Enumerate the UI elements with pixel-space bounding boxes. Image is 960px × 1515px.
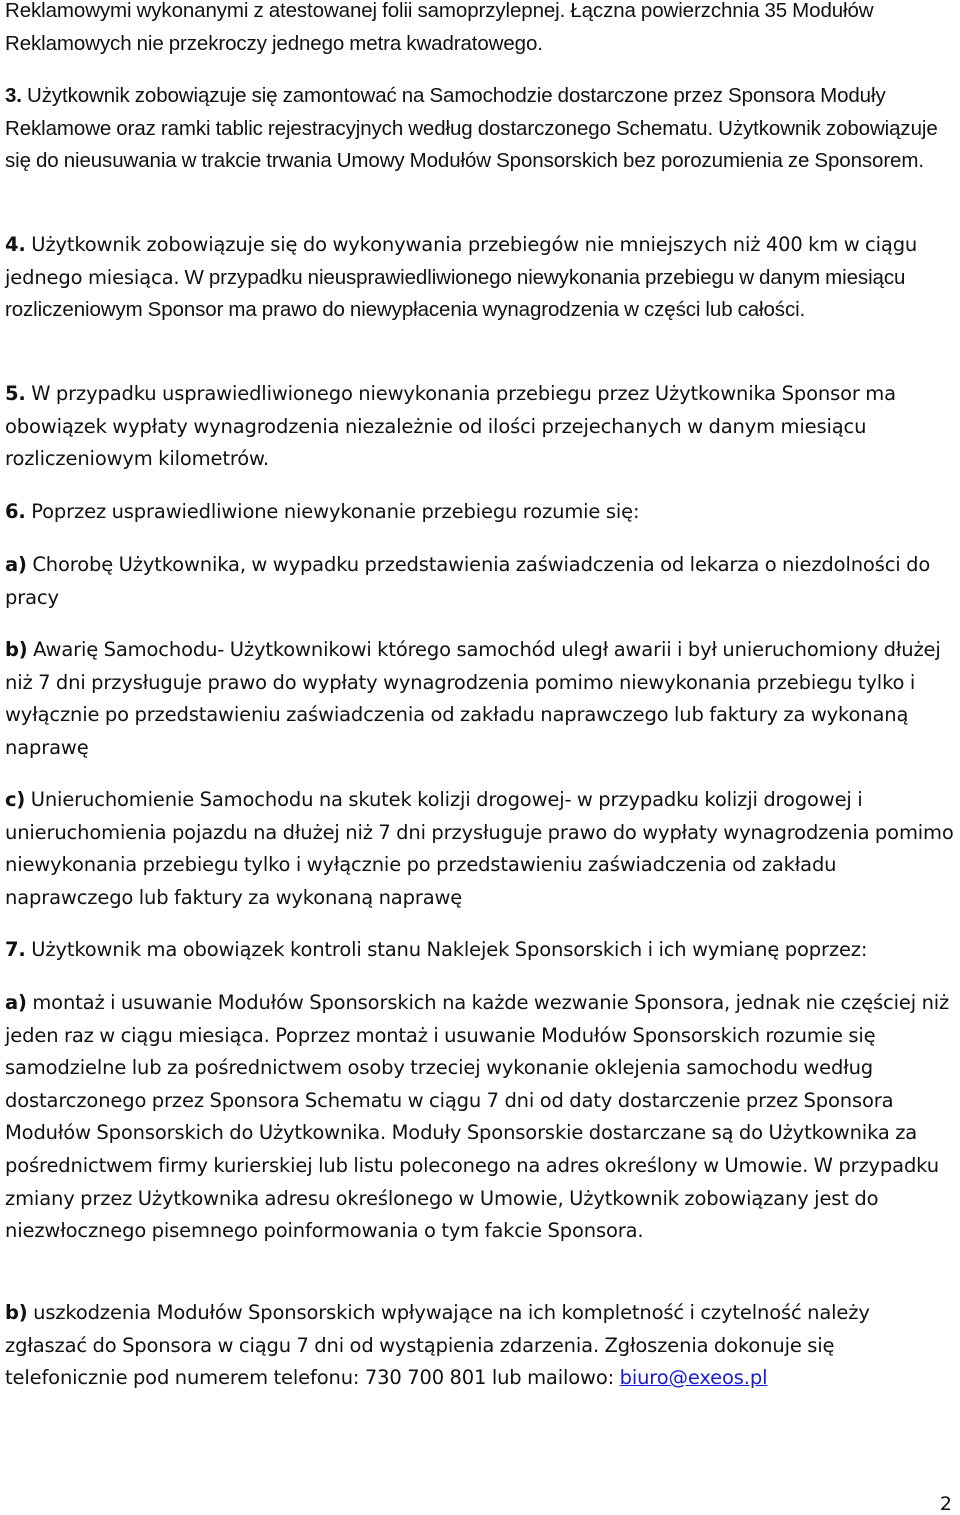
paragraph-5-text: W przypadku usprawiedliwionego niewykonania przebiegu przez Użytkownika Sponsor ma obowiązek wypłaty wynagrodzenia niezależnie od ilości przejechanych w danym miesiącu rozliczeniowym kilometrów. [5,382,896,471]
paragraph-6b [5,634,957,764]
paragraph-6c-text: Unieruchomienie Samochodu na skutek kolizji drogowej- w przypadku kolizji drogowej i unieruchomienia pojazdu na dłużej niż 7 dni przysługuje prawo do wypłaty wynagrodzenia pomimo niewykonania przebiegu tylko i wyłącznie po przedstawieniu zaświadczenia od zakładu naprawczego lub faktury za wykonaną naprawę [5,788,954,909]
paragraph-6 [5,496,639,529]
paragraph-6a-text: Chorobę Użytkownika, w wypadku przedstawienia zaświadczenia od lekarza o niezdolności do pracy [5,553,931,609]
paragraph-7a [5,987,957,1248]
paragraph-4-text-a: Użytkownik zobowiązuje się do wykonywania przebiegów nie mniejszych niż 400 km w ciągu jednego miesiąca. [5,233,918,289]
paragraph-4-text-b: W przypadku nieusprawiedliwionego niewykonania przebiegu w danym miesiącu rozliczeniowym Sponsor ma prawo do niewypłacenia wynagrodzenia w części lub całości. [5,265,906,322]
paragraph-4-number: 4. [5,233,26,256]
paragraph-7a-text-a: montaż i usuwanie Modułów Sponsorskich na każde wezwanie Sponsora, jednak nie częściej niż jeden raz w ciągu miesiąca. [5,991,950,1047]
paragraph-7b-label: b) [5,1301,28,1324]
paragraph-7a-text-b: Poprzez montaż i usuwanie Modułów Sponsorskich rozumie się samodzielne lub za pośrednictwem osoby trzeciej wykonanie oklejenia samochodu według dostarczonego przez Sponsora Schematu w ciągu 7 dni od daty dostarczenie przez Sponsora Modułów Sponsorskich do Użytkownika. Moduły Sponsorskie dostarczane są do Użytkownika za pośrednictwem firmy kurierskiej lub listu poleconego na adres określony w Umowie. W przypadku zmiany przez Użytkownika adresu określonego w Umowie, Użytkownik zobowiązany jest do niezwłocznego pisemnego poinformowania o tym fakcie Sponsora. [5,1023,939,1243]
paragraph-7b-text: uszkodzenia Modułów Sponsorskich wpływające na ich kompletność i czytelność należy zgłaszać do Sponsora w ciągu 7 dni od wystąpienia zdarzenia. Zgłoszenia dokonuje się telefonicznie pod numerem telefonu: 730 700 801 lub mailowo: [5,1301,870,1390]
paragraph-5-number: 5. [5,382,26,405]
paragraph-4 [5,229,957,327]
paragraph-6c-label: c) [5,788,26,811]
paragraph-7-number: 7. [5,938,26,961]
paragraph-7 [5,934,867,967]
paragraph-7b [5,1297,957,1395]
paragraph-6a [5,549,957,614]
paragraph-6a-label: a) [5,553,27,576]
paragraph-7a-label: a) [5,991,27,1014]
paragraph-3-text: Użytkownik zobowiązuje się zamontować na Samochodzie dostarczone przez Sponsora Moduły Reklamowe oraz ramki tablic rejestracyjnych według dostarczonego Schematu. Użytkownik zobowiązuje się do nieusuwania w trakcie trwania Umowy Modułów Sponsorskich bez porozumienia ze Sponsorem. [5,84,938,173]
paragraph-6-text: Poprzez usprawiedliwione niewykonanie przebiegu rozumie się: [25,500,640,523]
paragraph-intro [5,0,957,60]
page-number: 2 [939,1493,952,1515]
paragraph-7-text: Użytkownik ma obowiązek kontroli stanu Naklejek Sponsorskich i ich wymianę poprzez: [25,938,868,961]
paragraph-6b-text: Awarię Samochodu- Użytkownikowi którego samochód uległ awarii i był unieruchomiony dłużej niż 7 dni przysługuje prawo do wypłaty wynagrodzenia pomimo niewykonania przebiegu tylko i wyłącznie po przedstawieniu zaświadczenia od zakładu naprawczego lub faktury za wykonaną naprawę [5,638,941,759]
paragraph-6b-label: b) [5,638,28,661]
paragraph-6c [5,784,957,914]
paragraph-3-number: 3. [5,84,22,107]
paragraph-intro-text: Reklamowymi wykonanymi z atestowanej folii samoprzylepnej. Łączna powierzchnia 35 Modułów Reklamowych nie przekroczy jednego metra kwadratowego. [5,0,874,55]
paragraph-3 [5,80,957,178]
paragraph-6-number: 6. [5,500,26,523]
paragraph-5 [5,378,957,476]
email-link[interactable]: biuro@exeos.pl [619,1366,768,1390]
